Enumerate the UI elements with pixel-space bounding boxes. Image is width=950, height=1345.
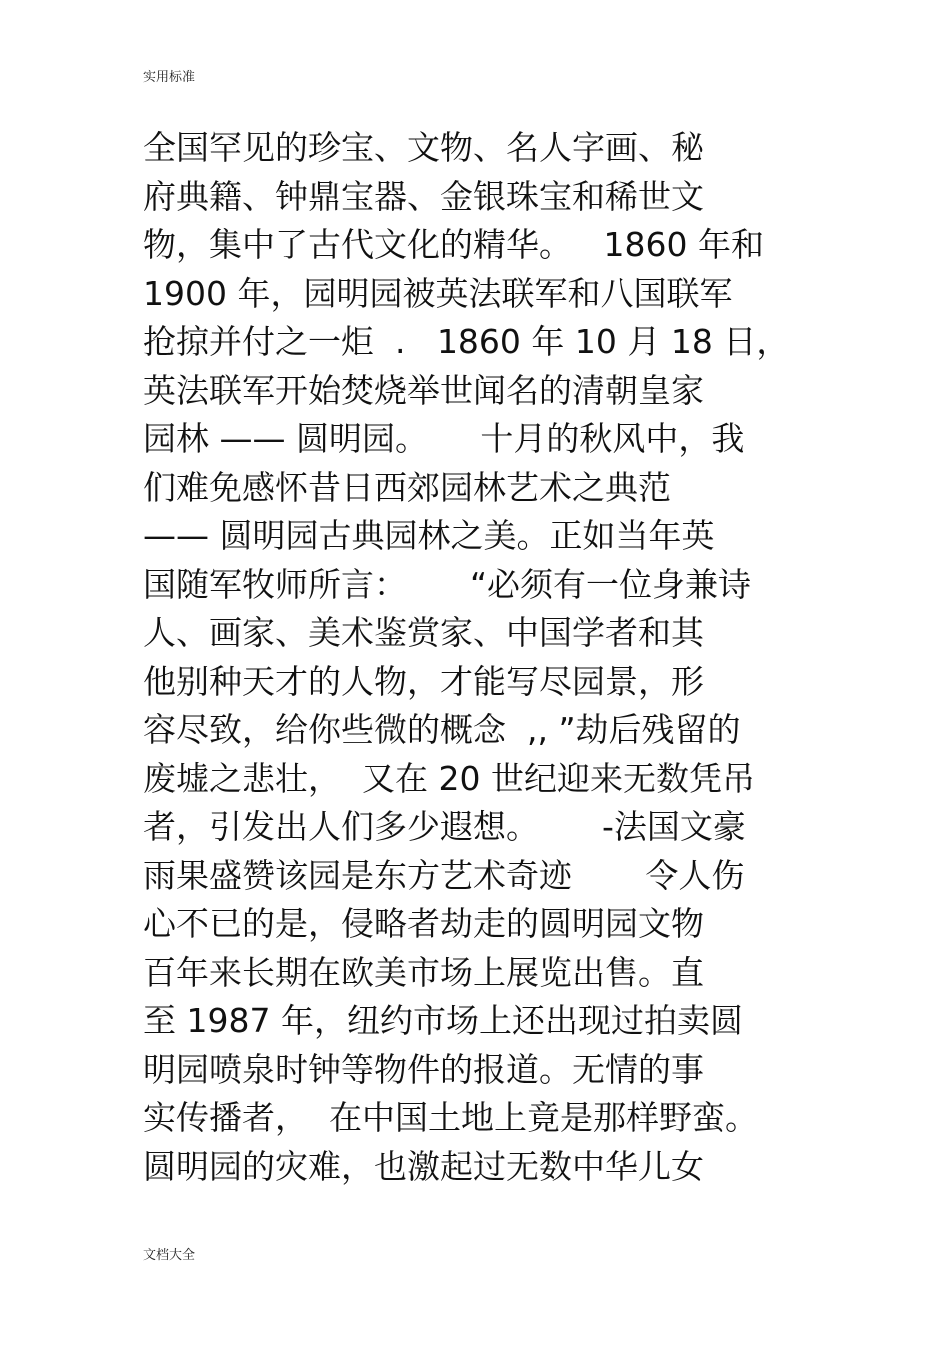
text-line-4: 1900 年，园明园被英法联军和八国联军 — [143, 273, 733, 313]
text-line-8: 们难免感怀昔日西郊园林艺术之典范 — [143, 467, 671, 507]
page-footer: 文档大全 — [143, 1248, 196, 1263]
text-line-10: 国随军牧师所言： “必须有一位身兼诗 — [143, 564, 752, 604]
text-line-13: 容尽致，给你些微的概念 ,, ”劫后残留的 — [143, 710, 741, 749]
text-line-22: 圆明园的灾难，也激起过无数中华儿女 — [143, 1146, 704, 1186]
text-line-11: 人、画家、美术鉴赏家、中国学者和其 — [143, 613, 704, 652]
text-line-1: 全国罕见的珍宝、文物、名人字画、秘 — [143, 128, 704, 167]
text-line-20: 明园喷泉时钟等物件的报道。无情的事 — [143, 1049, 704, 1089]
text-line-15: 者，引发出人们多少遐想。 -法国文豪 — [143, 807, 746, 846]
text-line-2: 府典籍、钟鼎宝器、金银珠宝和稀世文 — [143, 176, 704, 216]
text-line-12: 他别种天才的人物，才能写尽园景，形 — [143, 661, 704, 701]
text-line-3: 物，集中了古代文化的精华。 1860 年和 — [143, 225, 764, 264]
text-line-18: 百年来长期在欧美市场上展览出售。直 — [143, 952, 704, 992]
text-line-16: 雨果盛赞该园是东方艺术奇迹 令人伤 — [143, 855, 745, 895]
text-line-17: 心不已的是，侵略者劫走的圆明园文物 — [143, 904, 704, 943]
text-line-6: 英法联军开始焚烧举世闻名的清朝皇家 — [143, 370, 704, 410]
text-line-14: 废墟之悲壮， 又在 20 世纪迎来无数凭吊 — [143, 758, 755, 798]
text-line-9: —— 圆明园古典园林之美。正如当年英 — [143, 516, 715, 555]
text-line-7: 园林 —— 圆明园。 十月的秋风中，我 — [143, 419, 745, 458]
text-line-21: 实传播者， 在中国土地上竟是那样野蛮。 — [143, 1098, 758, 1137]
text-line-5: 抢掠并付之一炬 . 1860 年 10 月 18 日， — [143, 322, 790, 361]
text-line-19: 至 1987 年，纽约市场上还出现过拍卖圆 — [143, 1001, 743, 1040]
page-header: 实用标准 — [143, 70, 196, 85]
body-text — [143, 124, 813, 1191]
